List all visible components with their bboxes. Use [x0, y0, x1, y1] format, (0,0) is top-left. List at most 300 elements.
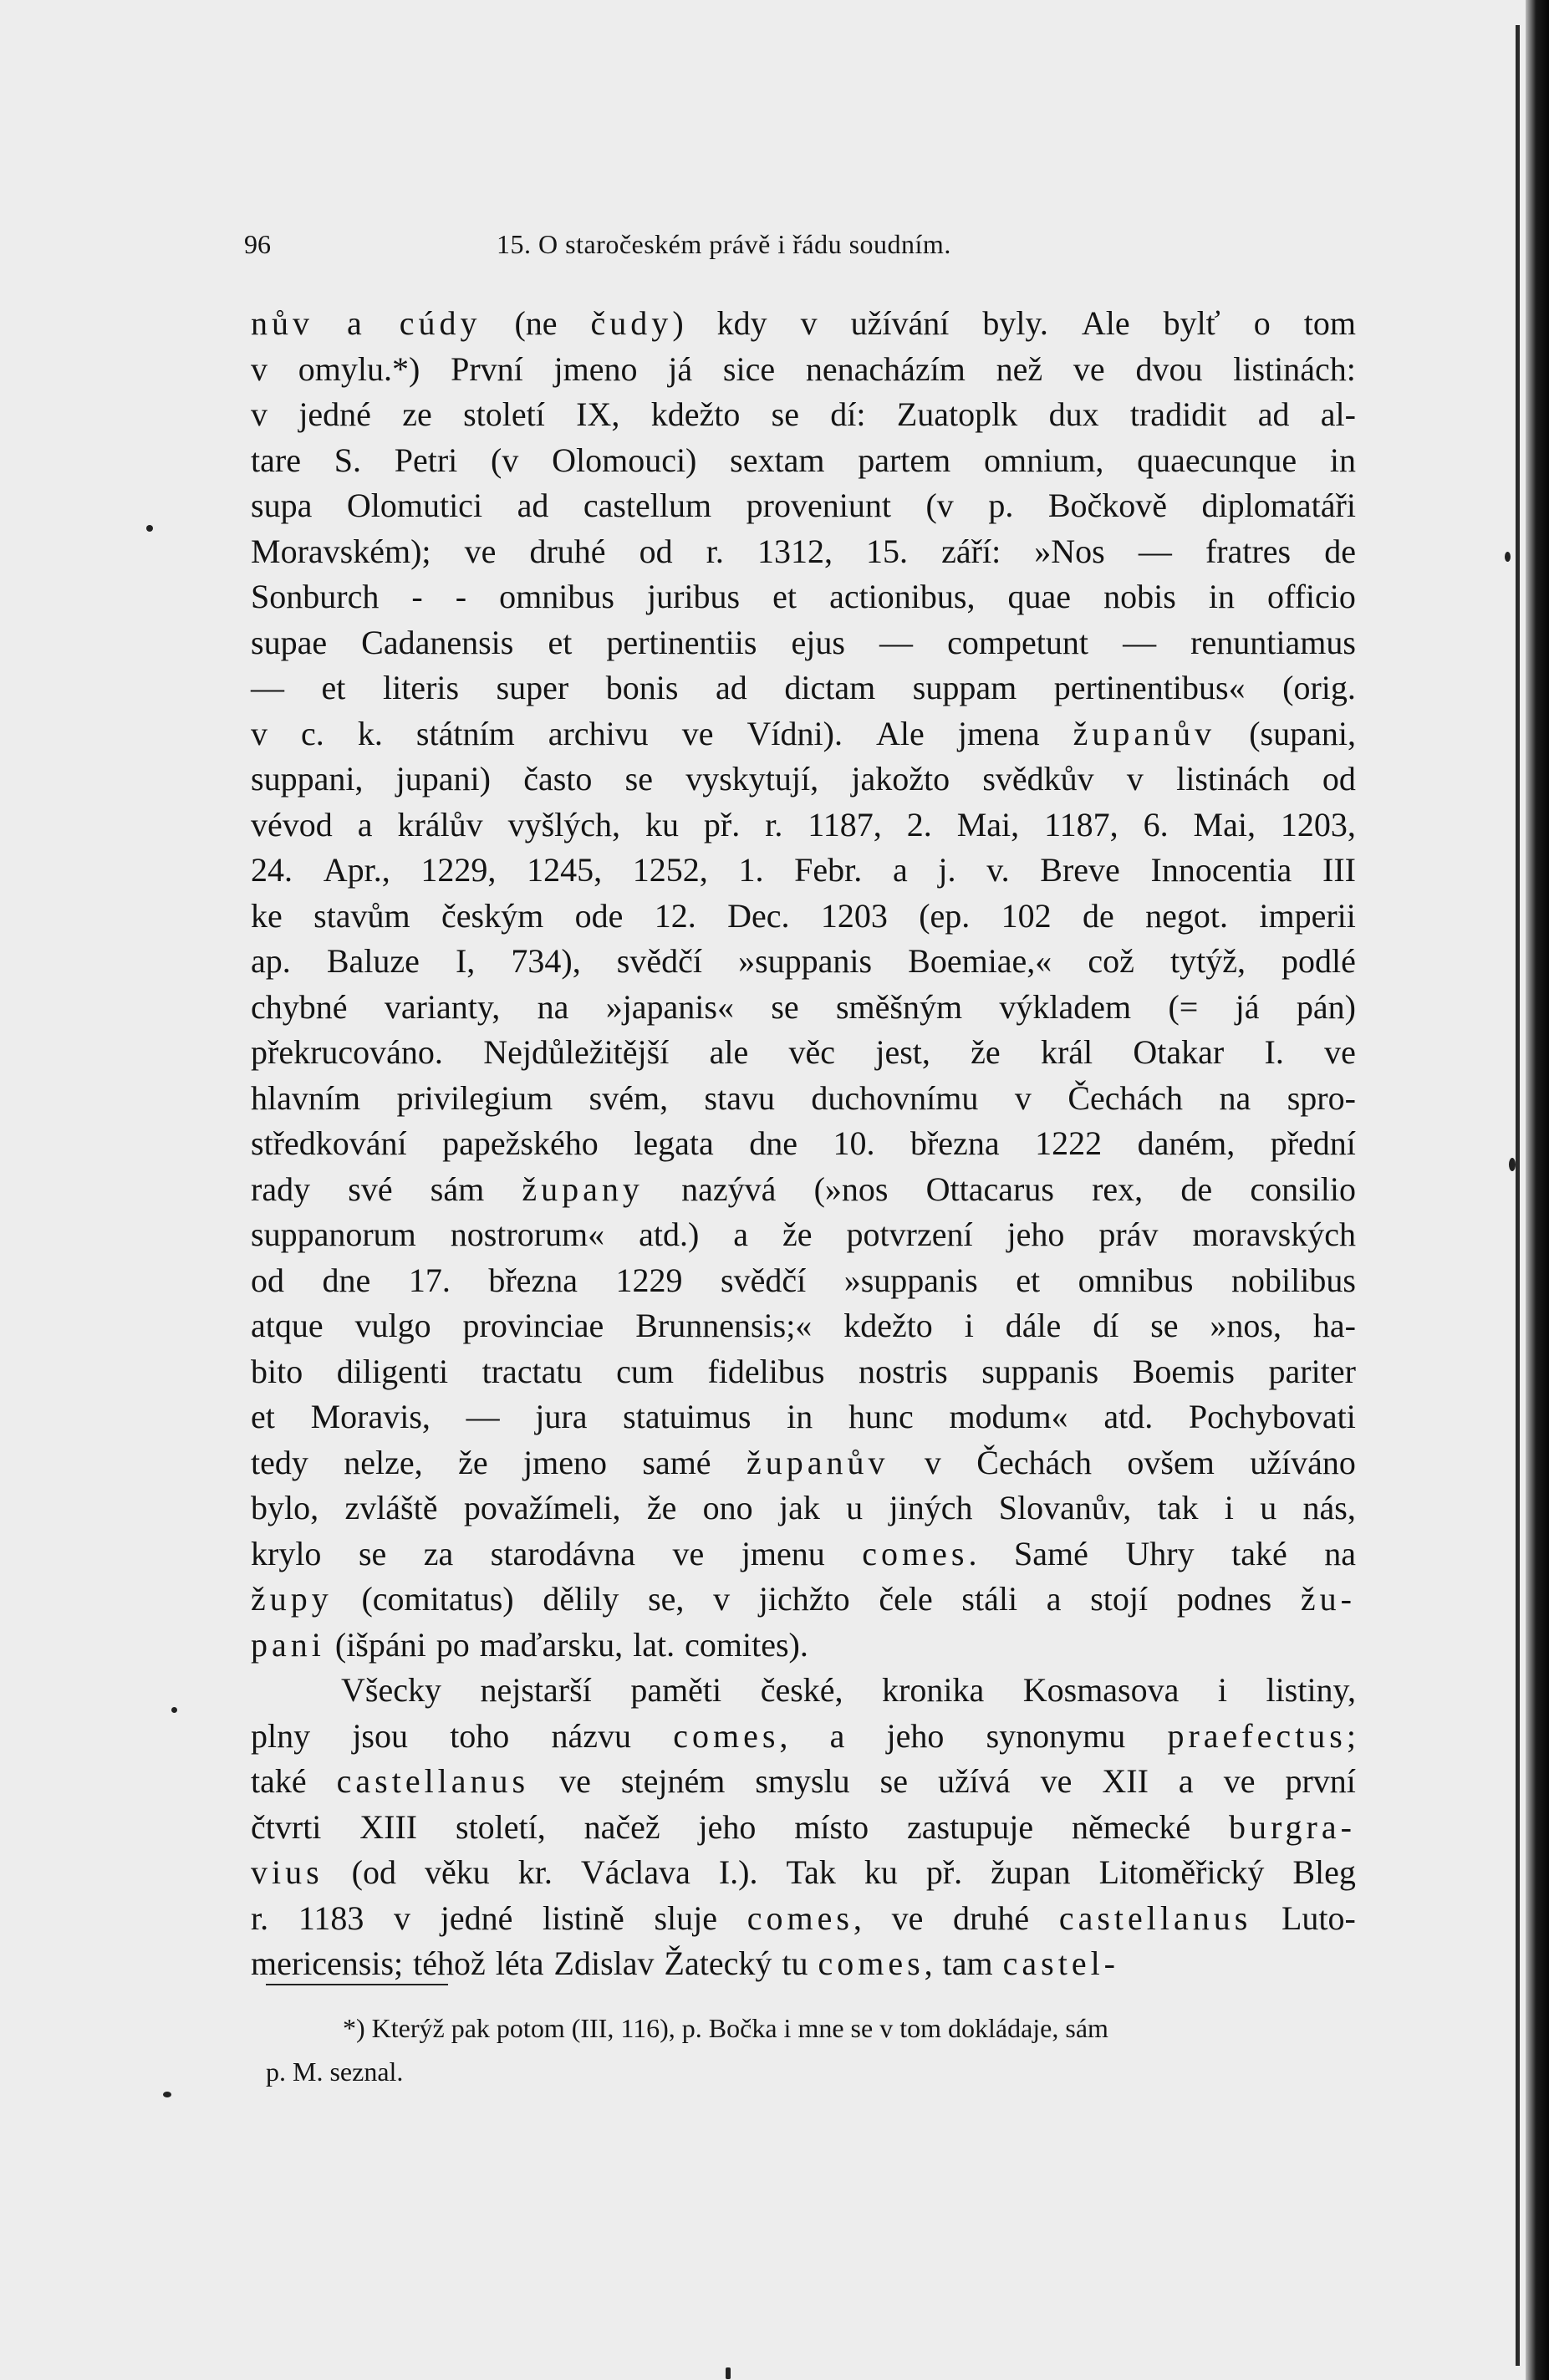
spaced-term: comes	[862, 1534, 969, 1572]
word	[1236, 985, 1260, 1031]
word	[851, 301, 950, 347]
word	[926, 1850, 962, 1896]
word-part: r.	[765, 805, 783, 843]
word-part: 1252,	[632, 851, 708, 889]
word	[483, 1030, 669, 1076]
word	[779, 1486, 820, 1531]
word-part: středkování	[251, 1124, 407, 1162]
word	[251, 803, 333, 849]
word-part: 1187,	[808, 805, 882, 843]
word-part: po	[436, 1625, 470, 1664]
word-part: Olomutici	[346, 487, 483, 524]
word	[431, 1167, 484, 1213]
word-part: 1245,	[527, 851, 603, 889]
word-part: německé	[1071, 1807, 1191, 1846]
word	[647, 574, 740, 620]
word	[719, 1850, 758, 1896]
word	[925, 483, 953, 529]
word	[251, 1623, 325, 1669]
word	[606, 665, 679, 711]
word	[1083, 894, 1114, 940]
word-part: ad	[517, 487, 549, 524]
word	[335, 1623, 426, 1669]
word	[738, 848, 763, 894]
word	[402, 392, 432, 438]
word	[313, 894, 410, 940]
word-part: actionibus,	[829, 578, 976, 615]
word-part: že	[782, 1215, 813, 1253]
word	[1190, 620, 1356, 666]
word-part: statuimus	[623, 1398, 752, 1435]
word-part: atd.)	[639, 1215, 700, 1253]
word-part: vulgo	[354, 1307, 431, 1344]
word-part: Cadanensis	[361, 623, 514, 661]
word	[1145, 894, 1228, 940]
word-part: v	[1126, 760, 1144, 798]
word	[730, 438, 824, 484]
word	[1082, 301, 1130, 347]
word-part: a	[1046, 1580, 1062, 1618]
word-part: druhé	[953, 1898, 1030, 1937]
word-part: že	[458, 1443, 488, 1481]
word-part: jeho	[1006, 1215, 1065, 1253]
word	[947, 620, 1088, 666]
word	[251, 1941, 403, 1987]
word	[1007, 1212, 1065, 1258]
word-part: se	[1150, 1307, 1179, 1344]
word-part: omnium,	[984, 441, 1104, 479]
word-part: což	[1088, 942, 1134, 980]
word	[738, 939, 872, 985]
word	[251, 939, 291, 985]
text-line	[251, 1941, 1356, 1987]
word	[358, 803, 373, 849]
word	[1205, 529, 1291, 575]
word-part: (supani,	[1249, 714, 1356, 752]
word-part: tedy	[251, 1443, 308, 1481]
word	[482, 1349, 583, 1395]
word	[463, 1303, 604, 1349]
word-part: quae	[1007, 578, 1072, 615]
spaced-term: burgra-	[1228, 1807, 1356, 1846]
word	[639, 529, 673, 575]
word	[716, 665, 747, 711]
word	[456, 1805, 546, 1851]
word-part: u	[846, 1489, 864, 1526]
word-part: mericensis;	[251, 1944, 404, 1982]
word	[971, 1030, 1001, 1076]
word	[630, 1668, 721, 1714]
word	[298, 1896, 364, 1942]
word	[251, 1486, 318, 1531]
word-part: de	[1324, 532, 1356, 570]
word	[1103, 574, 1176, 620]
word	[480, 1668, 591, 1714]
word-part: Uhry	[1125, 1534, 1195, 1572]
word	[514, 301, 557, 347]
word	[552, 438, 696, 484]
word-part: jest,	[875, 1033, 930, 1071]
spaced-term: comes	[746, 1898, 853, 1937]
word	[1285, 1759, 1355, 1805]
word	[621, 1759, 725, 1805]
word-part: suppam	[912, 669, 1017, 706]
word-part: Apr.,	[323, 851, 390, 889]
word	[908, 939, 1052, 985]
word-part: omnibus	[499, 578, 614, 615]
word-part: ve	[559, 1762, 591, 1800]
word	[251, 1076, 360, 1122]
word	[1321, 392, 1356, 438]
word-part: jichžto	[758, 1580, 850, 1618]
word-part: ale	[709, 1033, 749, 1071]
word	[251, 848, 293, 894]
word-part: listinách	[1176, 760, 1290, 798]
word-part: Bleg	[1292, 1853, 1356, 1891]
word	[409, 1258, 451, 1304]
word	[623, 1394, 751, 1440]
word-part: v	[713, 1580, 731, 1618]
word-part: —	[251, 669, 284, 706]
word-part: svědčí	[616, 942, 702, 980]
word	[633, 848, 708, 894]
word	[830, 1714, 845, 1760]
word	[466, 1394, 500, 1440]
word-part: 1229	[615, 1261, 683, 1299]
text-line	[251, 939, 1356, 985]
word	[1098, 1212, 1158, 1258]
word	[251, 1714, 310, 1760]
word	[880, 1759, 908, 1805]
word-part: pán)	[1296, 987, 1356, 1026]
word-part: Kosmasova	[1022, 1671, 1180, 1709]
word-part: et	[772, 578, 797, 615]
word-part: Slovanův,	[998, 1489, 1132, 1526]
word	[941, 529, 1001, 575]
word-part: —	[1138, 532, 1172, 570]
footnote-rule	[266, 1984, 448, 1985]
word	[830, 392, 865, 438]
word-part: fidelibus	[707, 1352, 825, 1390]
word	[1189, 1394, 1356, 1440]
word-part: dvou	[1135, 349, 1203, 388]
word	[848, 1394, 914, 1440]
word	[251, 1167, 310, 1213]
word-part: et	[548, 623, 573, 661]
word	[703, 1486, 753, 1531]
word-part: vyšlých,	[507, 805, 621, 843]
word-part: př.	[703, 805, 741, 843]
spaced-term: županův	[746, 1443, 889, 1481]
word	[654, 1896, 717, 1942]
word	[1301, 1577, 1356, 1623]
word	[1164, 301, 1220, 347]
word	[1210, 1303, 1281, 1349]
word-part: ve	[681, 714, 714, 752]
word	[647, 1486, 677, 1531]
word-part: literis	[382, 669, 460, 706]
word-part: bonis	[605, 669, 679, 706]
word-part: kronika	[882, 1671, 985, 1709]
word	[759, 1577, 850, 1623]
word-part: Mai,	[956, 805, 1020, 843]
word-part: Moravis,	[310, 1398, 431, 1435]
word	[673, 1531, 705, 1577]
word	[251, 347, 268, 393]
word	[733, 1212, 748, 1258]
word-part: se	[624, 760, 653, 798]
word	[747, 711, 843, 757]
word-part: ve	[1073, 349, 1105, 388]
word	[648, 1577, 684, 1623]
word	[1180, 1167, 1212, 1213]
word-part: Luto-	[1281, 1898, 1356, 1937]
page-edge-shadow	[1526, 0, 1549, 2380]
word	[986, 848, 1009, 894]
word	[801, 301, 818, 347]
word-part: rex,	[1092, 1170, 1144, 1208]
word-part: jedné	[298, 395, 371, 433]
word	[984, 438, 1103, 484]
spaced-term: castel-	[1002, 1944, 1119, 1982]
word	[642, 1440, 711, 1486]
word	[913, 665, 1017, 711]
word-part: v	[251, 349, 268, 388]
word-part: v	[394, 1898, 411, 1937]
word-part: Moravském);	[251, 532, 431, 570]
word	[1102, 1759, 1149, 1805]
word	[538, 985, 569, 1031]
word	[625, 757, 653, 803]
word-part: dí	[1093, 1307, 1119, 1344]
word-part: názvu	[551, 1716, 632, 1755]
word-part: sluje	[654, 1898, 718, 1937]
word	[1138, 1121, 1236, 1167]
word	[1324, 1030, 1356, 1076]
word-part: in	[787, 1398, 813, 1435]
word	[529, 529, 605, 575]
word-part: et	[1016, 1261, 1041, 1299]
word	[1292, 1850, 1356, 1896]
word-part: archivu	[548, 714, 649, 752]
word-part: českým	[441, 896, 544, 935]
text-line	[251, 848, 1356, 894]
word	[359, 1805, 417, 1851]
word	[651, 392, 741, 438]
word	[681, 1167, 776, 1213]
word-part: i	[1217, 1671, 1228, 1709]
word-part: nelze,	[344, 1443, 423, 1481]
text-line	[251, 1805, 1356, 1851]
word-part: a	[733, 1215, 749, 1253]
word-part: o	[1253, 304, 1271, 342]
running-head: 15. O staročeském právě i řádu soudním.	[497, 229, 951, 259]
word-part: r.	[706, 532, 724, 570]
footnote	[266, 2006, 1353, 2093]
word	[685, 757, 818, 803]
word	[251, 1303, 324, 1349]
word-part: jiných	[889, 1489, 973, 1526]
word	[442, 1121, 599, 1167]
spaced-term: županův	[1073, 714, 1216, 752]
word	[765, 803, 782, 849]
word	[251, 574, 379, 620]
word-part: I.	[1264, 1033, 1284, 1071]
word	[548, 711, 649, 757]
text-line	[251, 1759, 1356, 1805]
word	[535, 1394, 587, 1440]
word	[517, 483, 549, 529]
word	[523, 757, 592, 803]
word-part: »Nos	[1034, 532, 1105, 570]
word	[1225, 1486, 1234, 1531]
word	[1258, 392, 1290, 438]
word	[843, 1303, 933, 1349]
word-part: al-	[1320, 395, 1356, 433]
word-part: partem	[858, 441, 951, 479]
word	[436, 1623, 470, 1669]
text-line	[251, 1121, 1356, 1167]
word	[488, 1258, 578, 1304]
word-part: bylo,	[251, 1489, 319, 1526]
word	[1281, 1896, 1356, 1942]
word	[772, 574, 797, 620]
word-part: bito	[251, 1352, 303, 1390]
word	[1041, 1759, 1073, 1805]
word	[458, 1440, 488, 1486]
word	[1324, 1531, 1356, 1577]
word	[1231, 1531, 1287, 1577]
word-part: od	[639, 532, 673, 570]
word-part: stáli	[961, 1580, 1018, 1618]
word	[617, 939, 702, 985]
text-line	[251, 985, 1356, 1031]
word	[396, 757, 491, 803]
word	[859, 1349, 948, 1395]
text-line	[251, 1668, 1356, 1714]
word-part: 1312,	[757, 532, 833, 570]
text-line	[251, 347, 1356, 393]
word-part: chybné	[251, 987, 348, 1026]
word	[833, 1121, 874, 1167]
word	[251, 665, 284, 711]
word	[991, 1850, 1071, 1896]
word	[893, 848, 908, 894]
word-part: druhé	[529, 532, 606, 570]
word-part: Boemiae,«	[908, 942, 1052, 980]
word	[1034, 529, 1104, 575]
word-part: legata	[634, 1124, 714, 1162]
word-part: Bočkově	[1047, 487, 1168, 524]
word	[554, 1941, 655, 1987]
word-part: vévod	[251, 805, 333, 843]
word	[1047, 1577, 1062, 1623]
word	[957, 803, 1019, 849]
text-line	[251, 483, 1356, 529]
word	[727, 894, 789, 940]
spaced-term: nův	[251, 304, 313, 342]
word-part: sextam	[730, 441, 825, 479]
word	[847, 1212, 973, 1258]
word-part: plny	[251, 1716, 311, 1755]
text-line	[251, 1349, 1356, 1395]
word-part: (v	[925, 487, 954, 524]
word-part: dictam	[784, 669, 876, 706]
word-part: 1183	[298, 1898, 364, 1937]
word-part: stavu	[704, 1078, 775, 1117]
word	[251, 711, 268, 757]
word	[548, 620, 572, 666]
word	[1093, 1303, 1118, 1349]
word	[251, 1212, 416, 1258]
word-part: věku	[424, 1853, 490, 1891]
word-part: atd.	[1103, 1398, 1154, 1435]
word	[1127, 1440, 1214, 1486]
word	[749, 1121, 797, 1167]
word-part: nás,	[1302, 1489, 1356, 1526]
word	[1090, 1577, 1148, 1623]
word	[1103, 1394, 1153, 1440]
word	[413, 1941, 486, 1987]
word	[787, 1394, 813, 1440]
word-part: diligenti	[336, 1352, 449, 1390]
word	[311, 1394, 431, 1440]
word-part: nostrorum«	[450, 1215, 605, 1253]
word-part: 15.	[866, 532, 909, 570]
word-part: tytýž,	[1169, 942, 1246, 980]
word	[710, 1030, 749, 1076]
word	[1006, 1303, 1062, 1349]
word-part: omnibus	[1078, 1261, 1194, 1299]
word-part: in	[1208, 578, 1235, 615]
text-line	[251, 620, 1356, 666]
word	[352, 1850, 396, 1896]
text-line	[251, 1167, 1356, 1213]
word-part: (išpáni	[334, 1625, 426, 1664]
word-part: supa	[251, 487, 313, 524]
word-part: čtvrti	[251, 1807, 322, 1846]
word	[584, 1805, 660, 1851]
word-part: jmeno	[522, 1443, 607, 1481]
word	[746, 483, 891, 529]
word	[705, 1076, 775, 1122]
word-part: de	[1180, 1170, 1213, 1208]
word	[634, 1121, 714, 1167]
word-part: pertinentibus«	[1053, 669, 1246, 706]
word	[1194, 803, 1256, 849]
word-part: 1.	[738, 851, 764, 889]
word-part: tom	[1303, 304, 1356, 342]
word	[949, 1394, 1067, 1440]
word-part: )	[672, 304, 684, 342]
word-part: potvrzení	[846, 1215, 973, 1253]
word	[685, 1623, 808, 1669]
word-part: p.	[988, 487, 1014, 524]
word	[673, 1714, 787, 1760]
word-part: bylť	[1163, 304, 1220, 342]
word	[782, 1212, 813, 1258]
word	[999, 1486, 1132, 1531]
word-part: března	[910, 1124, 1000, 1162]
word	[1078, 1258, 1194, 1304]
word	[397, 1076, 553, 1122]
word	[511, 939, 580, 985]
word-part: jupani)	[395, 760, 491, 798]
word-part: ad	[1257, 395, 1290, 433]
word-part: ku	[645, 805, 679, 843]
word-part: suppanis	[981, 1352, 1099, 1390]
word	[806, 347, 966, 393]
